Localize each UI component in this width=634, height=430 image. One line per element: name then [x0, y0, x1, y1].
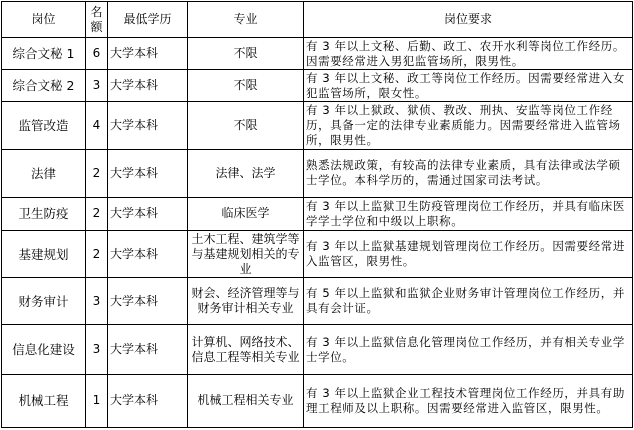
position-cell: 法律 [2, 149, 86, 197]
table-row [2, 325, 633, 374]
education-cell: 大学本科 [108, 278, 188, 325]
requirements-cell: 有 3 年以上狱政、狱侦、教改、刑执、安监等岗位工作经历，具备一定的法律专业素质能力。因需要经常进入监管场所，限男性。 [304, 102, 633, 149]
position-cell: 卫生防疫 [2, 197, 86, 230]
header-count: 名额 [86, 2, 108, 38]
position-cell: 监管改造 [2, 102, 86, 149]
major-cell: 不限 [188, 102, 304, 149]
count-cell: 2 [86, 197, 108, 230]
header-row [2, 2, 633, 38]
count-cell: 2 [86, 230, 108, 277]
requirements-cell: 有 3 年以上文秘、后勤、政工、农开水利等岗位工作经历。因需要经常进入男犯监管场所，限男性。 [304, 38, 633, 70]
requirements-cell: 熟悉法规政策，有较高的法律专业素质，具有法律或法学硕士学位。本科学历的，需通过国家司法考试。 [304, 149, 633, 197]
count-cell: 3 [86, 278, 108, 325]
header-requirements: 岗位要求 [304, 2, 633, 38]
education-cell: 大学本科 [108, 374, 188, 427]
table-row [2, 230, 633, 277]
education-cell: 大学本科 [108, 38, 188, 70]
header-position: 岗位 [2, 2, 86, 38]
education-cell: 大学本科 [108, 149, 188, 197]
education-cell: 大学本科 [108, 102, 188, 149]
education-cell: 大学本科 [108, 70, 188, 102]
major-cell: 临床医学 [188, 197, 304, 230]
table-row [2, 374, 633, 427]
education-cell: 大学本科 [108, 325, 188, 374]
requirements-cell: 有 3 年以上监狱基建规划管理岗位工作经历。因需要经常进入监管区，限男性。 [304, 230, 633, 277]
count-cell: 3 [86, 70, 108, 102]
header-major: 专业 [188, 2, 304, 38]
header-education: 最低学历 [108, 2, 188, 38]
table-row [2, 70, 633, 102]
recruitment-table [1, 1, 633, 428]
requirements-cell: 有 3 年以上文秘、政工等岗位工作经历。因需要经常进入女犯监管场所，限女性。 [304, 70, 633, 102]
education-cell: 大学本科 [108, 230, 188, 277]
major-cell: 财会、经济管理等与财务审计相关专业 [188, 278, 304, 325]
count-cell: 6 [86, 38, 108, 70]
requirements-cell: 有 3 年以上监狱信息化管理岗位工作经历，并有相关专业学士学位。 [304, 325, 633, 374]
major-cell: 不限 [188, 70, 304, 102]
table-row [2, 38, 633, 70]
education-cell: 大学本科 [108, 197, 188, 230]
table-row [2, 278, 633, 325]
position-cell: 信息化建设 [2, 325, 86, 374]
requirements-cell: 有 5 年以上监狱和监狱企业财务审计管理岗位工作经历，并具有会计证。 [304, 278, 633, 325]
position-cell: 基建规划 [2, 230, 86, 277]
requirements-cell: 有 3 年以上监狱卫生防疫管理岗位工作经历，并具有临床医学学士学位和中级以上职称。 [304, 197, 633, 230]
position-cell: 财务审计 [2, 278, 86, 325]
position-cell: 机械工程 [2, 374, 86, 427]
table-row [2, 102, 633, 149]
table-row [2, 197, 633, 230]
count-cell: 4 [86, 102, 108, 149]
table-row [2, 149, 633, 197]
major-cell: 法律、法学 [188, 149, 304, 197]
major-cell: 不限 [188, 38, 304, 70]
major-cell: 计算机、网络技术、信息工程等相关专业 [188, 325, 304, 374]
major-cell: 土木工程、建筑学等与基建规划相关的专业 [188, 230, 304, 277]
count-cell: 3 [86, 325, 108, 374]
count-cell: 1 [86, 374, 108, 427]
position-cell: 综合文秘 2 [2, 70, 86, 102]
position-cell: 综合文秘 1 [2, 38, 86, 70]
major-cell: 机械工程相关专业 [188, 374, 304, 427]
requirements-cell: 有 3 年以上监狱企业工程技术管理岗位工作经历，并具有助理工程师及以上职称。因需要经常进入监管区，限男性。 [304, 374, 633, 427]
count-cell: 2 [86, 149, 108, 197]
